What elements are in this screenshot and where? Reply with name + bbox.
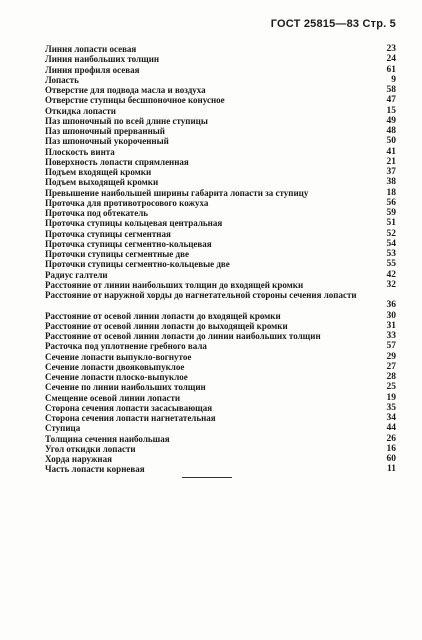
index-page-number: 15 xyxy=(386,105,396,116)
index-page-number: 32 xyxy=(386,279,396,290)
index-entry xyxy=(45,331,396,341)
index-term: Превышение наибольшей ширины габарита лопасти за ступицу xyxy=(45,187,309,198)
page-header: ГОСТ 25815—83 Стр. 5 xyxy=(270,18,396,30)
index-entry xyxy=(45,362,396,372)
index-term: Расстояние от осевой линии лопасти до выходящей кромки xyxy=(45,320,288,331)
index-term: Отверстие ступицы бесшпоночное конусное xyxy=(45,95,225,106)
index-page-number: 11 xyxy=(387,464,396,475)
index-page-number: 58 xyxy=(386,85,396,95)
index-page-number: 59 xyxy=(386,208,396,218)
index-term: Смещение осевой линии лопасти xyxy=(45,392,181,403)
index-page-number: 29 xyxy=(386,351,396,362)
index-page-number: 61 xyxy=(386,64,396,75)
index-term: Подъем входящей кромки xyxy=(45,167,152,177)
index-page-number: 42 xyxy=(386,269,396,280)
index-page-number: 21 xyxy=(386,156,396,167)
index-entry xyxy=(45,403,396,413)
index-term: Радиус галтели xyxy=(45,269,108,280)
index-term: Плоскость винта xyxy=(45,146,115,157)
index-term: Сечение лопасти выпукло-вогнутое xyxy=(45,351,192,362)
index-page-number: 47 xyxy=(386,95,396,106)
index-entry xyxy=(45,321,396,331)
index-term: Подъем выходящей кромки xyxy=(45,177,159,188)
index-page-number: 19 xyxy=(386,392,396,403)
term-index-list xyxy=(45,44,396,475)
index-term: Часть лопасти корневая xyxy=(45,464,145,475)
index-entry xyxy=(45,198,396,208)
index-entry xyxy=(45,352,396,362)
index-term: Расточка под уплотнение гребного вала xyxy=(45,341,207,352)
index-term: Проточки ступицы сегментные две xyxy=(45,249,189,259)
index-entry xyxy=(45,44,396,54)
index-term: Сторона сечения лопасти нагнетательная xyxy=(45,413,216,423)
index-page-number: 54 xyxy=(386,238,396,249)
index-entry xyxy=(45,136,396,146)
index-term: Паз шпоночный по всей длине ступицы xyxy=(45,115,208,126)
index-entry xyxy=(45,218,396,228)
index-entry xyxy=(45,341,396,351)
index-page-number: 56 xyxy=(386,197,396,208)
index-entry xyxy=(45,393,396,403)
index-page-number: 48 xyxy=(386,126,396,136)
index-page-number: 50 xyxy=(386,136,396,147)
index-term: Поверхность лопасти спрямленная xyxy=(45,156,189,167)
index-page-number: 27 xyxy=(386,361,396,372)
index-entry xyxy=(45,157,396,167)
index-entry xyxy=(45,280,396,290)
index-entry xyxy=(45,208,396,218)
index-term: Паз шпоночный прерванный xyxy=(45,126,165,136)
index-entry xyxy=(45,188,396,198)
index-entry xyxy=(45,126,396,136)
index-term: Ступица xyxy=(45,423,81,434)
index-entry xyxy=(45,464,396,474)
index-term: Сечение лопасти двояковыпуклое xyxy=(45,361,185,372)
index-term: Сечение по линии наибольших толщин xyxy=(45,382,206,393)
index-term: Проточка для противотросового кожуха xyxy=(45,197,209,208)
index-term: Проточка ступицы сегментная xyxy=(45,228,171,239)
index-term: Линия профиля осевая xyxy=(45,64,140,75)
index-entry xyxy=(45,444,396,454)
index-entry xyxy=(45,454,396,464)
index-term: Расстояние от осевой линии лопасти до линии наибольших толщин xyxy=(45,331,321,341)
index-term: Откидка лопасти xyxy=(45,105,116,116)
index-term: Расстояние от линии наибольших толщин до входящей кромки xyxy=(45,279,304,290)
index-page-number: 52 xyxy=(386,228,396,239)
index-term: Линия лопасти осевая xyxy=(45,44,137,54)
index-entry xyxy=(45,259,396,269)
index-page-number: 25 xyxy=(386,382,396,393)
index-page-number: 26 xyxy=(386,433,396,444)
index-page-number: 33 xyxy=(386,331,396,341)
index-page-number: 57 xyxy=(386,341,396,352)
index-page-number: 60 xyxy=(386,454,396,464)
index-page-number: 36 xyxy=(386,300,396,311)
index-entry xyxy=(45,372,396,382)
index-term: Сторона сечения лопасти засасывающая xyxy=(45,402,213,413)
index-term: Проточка ступицы кольцевая центральная xyxy=(45,218,223,229)
index-entry xyxy=(45,54,396,64)
index-entry xyxy=(45,239,396,249)
index-term: Линия наибольших толщин xyxy=(45,54,160,65)
index-page-number: 31 xyxy=(386,320,396,331)
index-page-number: 49 xyxy=(386,115,396,126)
index-entry xyxy=(45,249,396,259)
index-term: Отверстие для подвода масла и воздуха xyxy=(45,85,206,95)
index-term: Толщина сечения наибольшая xyxy=(45,433,170,444)
index-entry xyxy=(45,229,396,239)
index-page-number: 23 xyxy=(386,44,396,54)
index-term: Проточка под обтекатель xyxy=(45,208,149,218)
index-page-number: 53 xyxy=(386,249,396,259)
index-page-number: 35 xyxy=(386,402,396,413)
index-entry xyxy=(45,434,396,444)
index-page-number: 30 xyxy=(386,310,396,321)
index-entry xyxy=(45,413,396,423)
index-term: Расстояние от осевой линии лопасти до входящей кромки xyxy=(45,310,281,321)
end-divider xyxy=(182,477,232,478)
index-entry xyxy=(45,95,396,105)
index-entry xyxy=(45,382,396,392)
index-entry xyxy=(45,65,396,75)
index-page-number: 51 xyxy=(386,218,396,229)
index-page-number: 44 xyxy=(386,423,396,434)
index-term: Хорда наружная xyxy=(45,454,112,464)
index-entry xyxy=(45,147,396,157)
index-entry xyxy=(45,106,396,116)
index-page-number: 18 xyxy=(386,187,396,198)
index-page-number: 24 xyxy=(386,54,396,65)
index-term: Лопасть xyxy=(45,74,79,85)
index-entry xyxy=(45,116,396,126)
index-page-number: 55 xyxy=(386,259,396,270)
index-entry xyxy=(45,85,396,95)
index-term: Паз шпоночный укороченный xyxy=(45,136,169,147)
index-entry xyxy=(45,423,396,433)
index-entry xyxy=(45,177,396,187)
index-term: Проточки ступицы сегментно-кольцевые две xyxy=(45,259,230,270)
index-term: Угол откидки лопасти xyxy=(45,443,136,454)
index-page-number: 41 xyxy=(386,146,396,157)
index-page-number: 37 xyxy=(386,167,396,177)
index-entry xyxy=(45,270,396,280)
index-page-number: 38 xyxy=(386,177,396,188)
index-page-number: 9 xyxy=(391,74,396,85)
index-page-number: 34 xyxy=(386,413,396,423)
index-entry xyxy=(45,311,396,321)
index-entry xyxy=(45,167,396,177)
index-entry xyxy=(45,290,396,311)
index-page-number: 28 xyxy=(386,372,396,382)
index-page-number: 16 xyxy=(386,443,396,454)
index-term: Проточка ступицы сегментно-кольцевая xyxy=(45,238,212,249)
index-entry xyxy=(45,75,396,85)
index-term: Расстояние от наружной хорды до нагнетательной стороны сечения лопасти xyxy=(45,290,357,300)
index-term: Сечение лопасти плоско-выпуклое xyxy=(45,372,188,382)
